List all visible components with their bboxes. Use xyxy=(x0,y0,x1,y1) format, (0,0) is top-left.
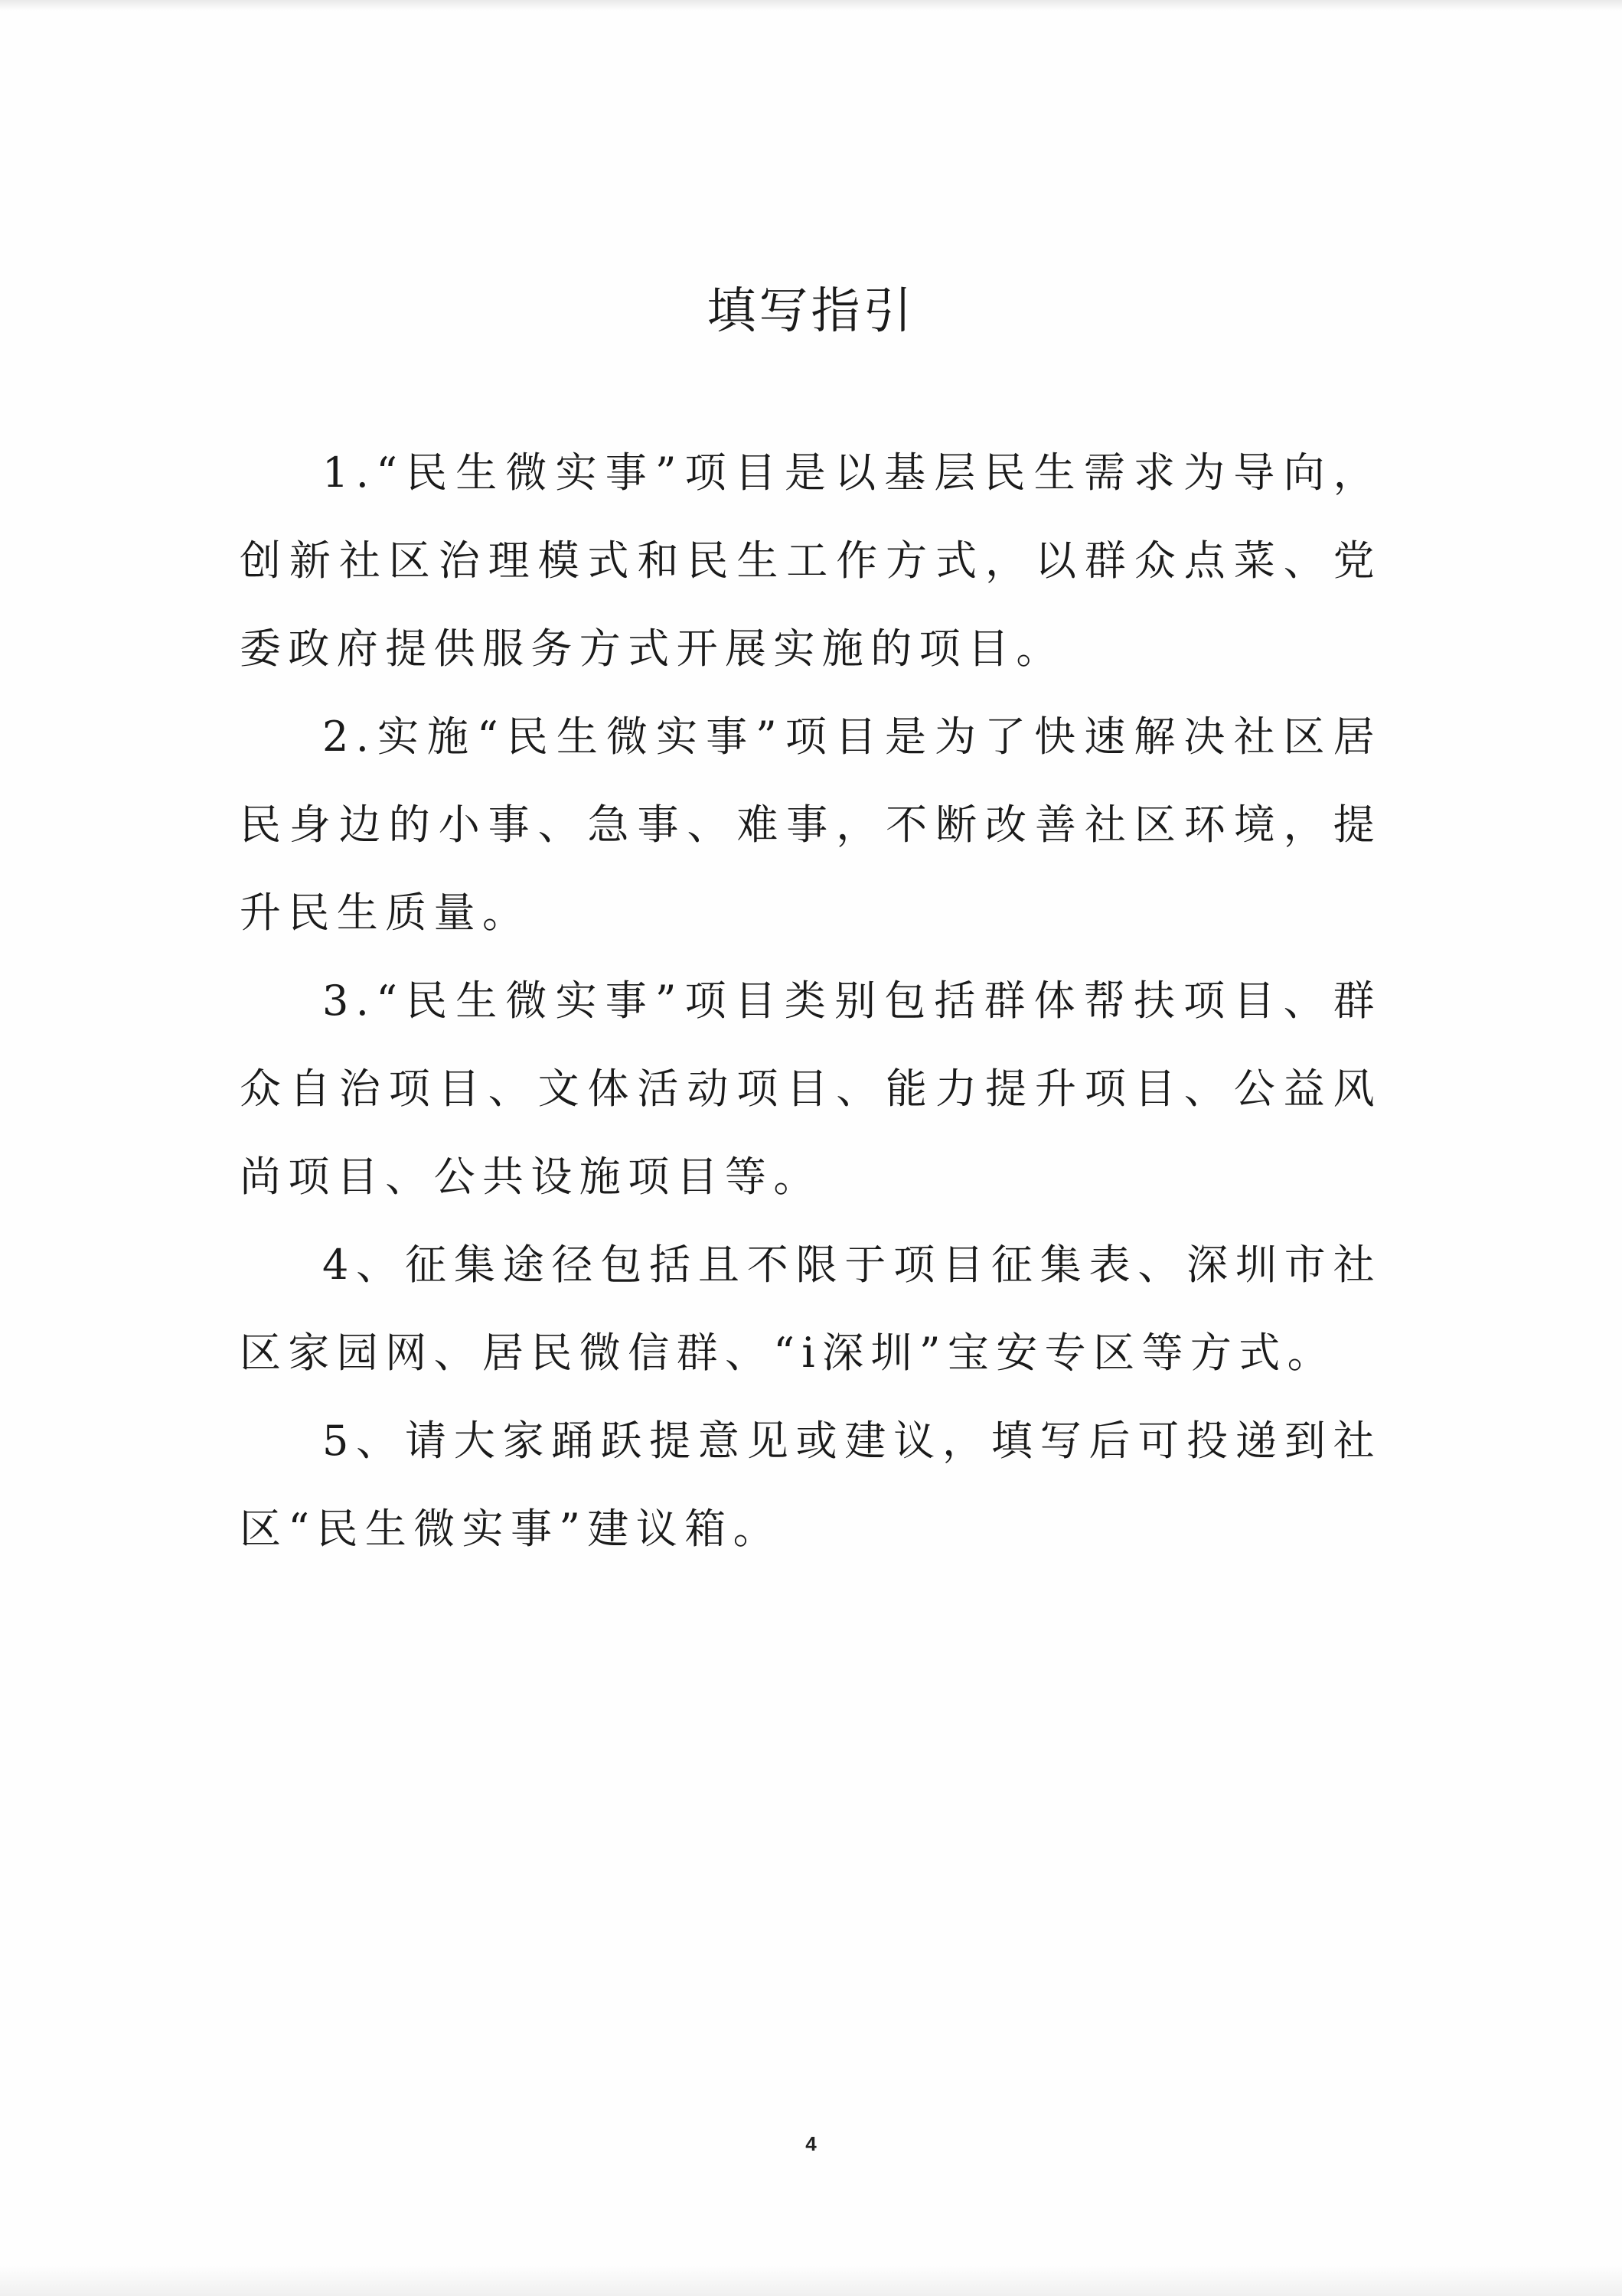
paragraph-5: 5、请大家踊跃提意见或建议，填写后可投递到社区“民生微实事”建议箱。 xyxy=(240,1417,1382,1553)
paragraph-4: 4、征集途径包括且不限于项目征集表、深圳市社区家园网、居民微信群、“i深圳”宝安专区等方式。 xyxy=(240,1241,1382,1377)
document-body xyxy=(240,429,1382,1573)
paragraph-2: 2.实施“民生微实事”项目是为了快速解决社区居民身边的小事、急事、难事，不断改善社区环境，提升民生质量。 xyxy=(240,713,1382,937)
scan-edge-bottom xyxy=(0,2265,1622,2296)
page-number: 4 xyxy=(805,2132,817,2155)
paragraph-3: 3.“民生微实事”项目类别包括群体帮扶项目、群众自治项目、文体活动项目、能力提升项目、公益风尚项目、公共设施项目等。 xyxy=(240,977,1382,1201)
paragraph-1: 1.“民生微实事”项目是以基层民生需求为导向，创新社区治理模式和民生工作方式，以群众点菜、党委政府提供服务方式开展实施的项目。 xyxy=(240,448,1382,673)
scan-edge-top xyxy=(0,0,1622,11)
document-title: 填写指引 xyxy=(707,283,915,340)
